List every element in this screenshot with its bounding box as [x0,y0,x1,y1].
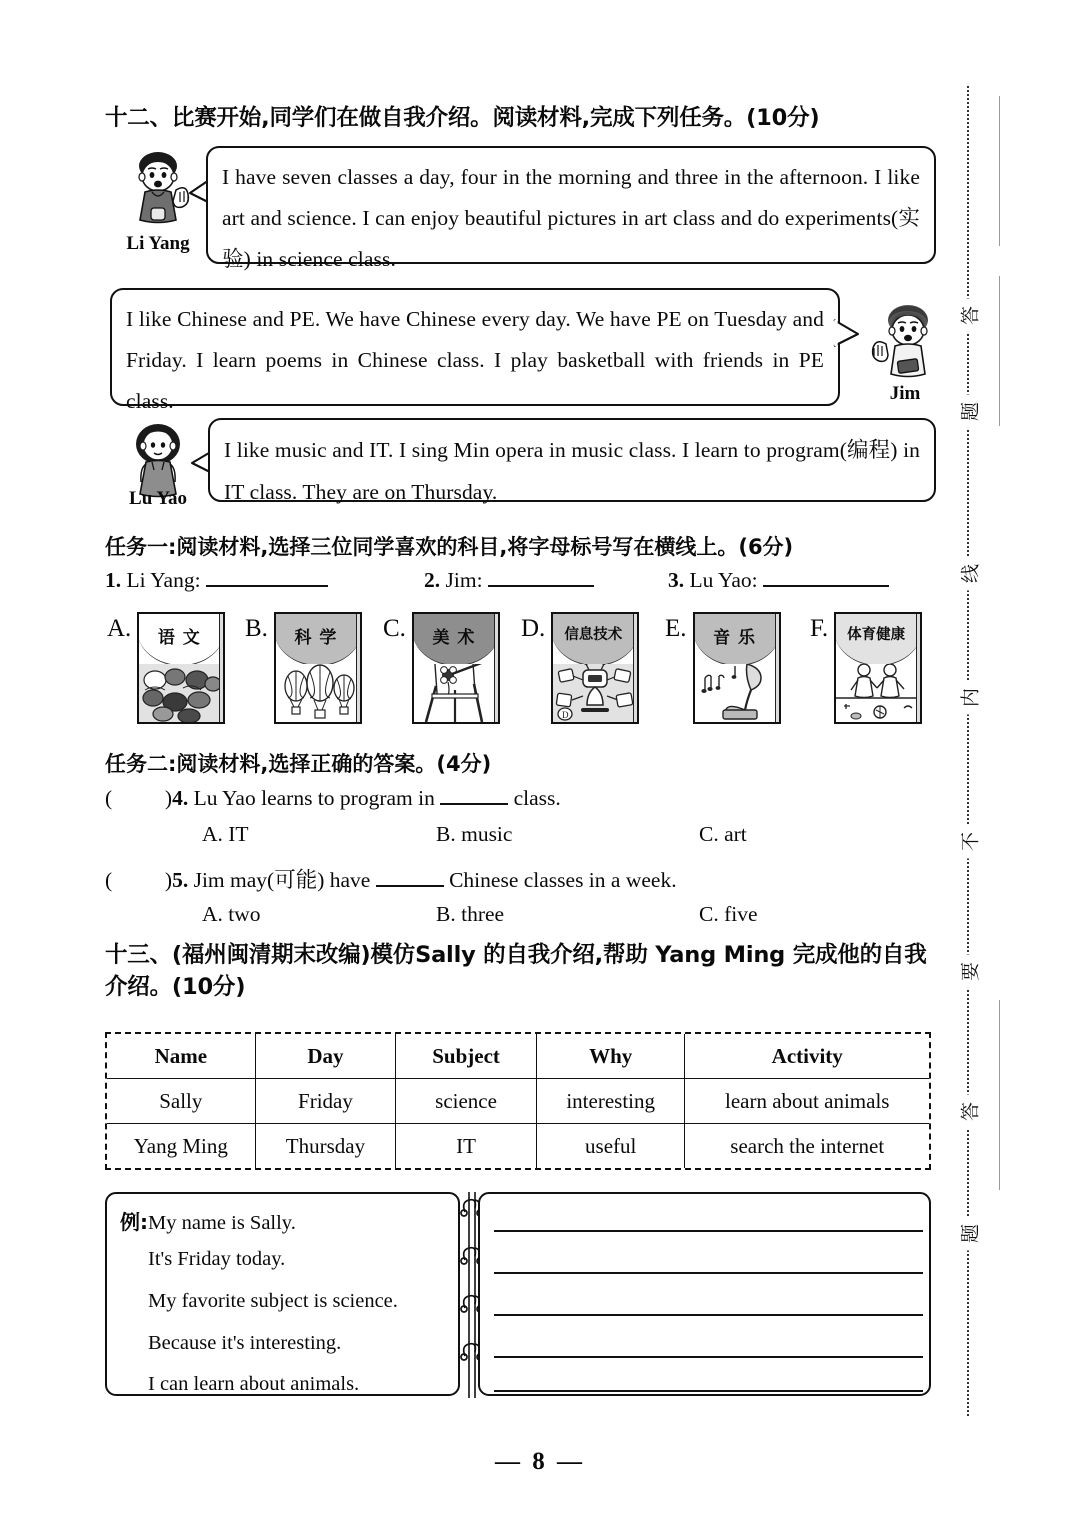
example-line-2: My favorite subject is science. [148,1290,398,1312]
book-letter-b: B. [245,615,268,642]
book-title-f: 体育健康 [847,627,906,643]
bubble-tail-jim [832,318,862,358]
task1-name-1: Li Yang: [126,568,201,592]
mc-blank-5[interactable] [376,865,444,887]
cell-sally-subject: science [396,1079,537,1124]
task1-blank-li-yang[interactable] [105,565,328,593]
book-cover-tiyujiankang [834,612,922,724]
book-spine-d [633,612,639,724]
task1-line-1[interactable] [206,565,328,587]
mc-bracket-open-5: ( [105,868,113,892]
book-cover-xinxijishu [551,612,639,724]
cell-yangming-subject: IT [396,1124,537,1169]
cell-yangming-name: Yang Ming [107,1124,255,1169]
mc-bracket-close-5: ) [164,868,173,892]
book-option-a[interactable] [107,612,225,724]
mc-num-5: 5. [172,868,189,892]
cell-sally-activity: learn about animals [685,1079,929,1124]
table-header-day: Day [255,1034,396,1079]
task1-line-3[interactable] [763,565,889,587]
book-art-children-playing [836,664,916,722]
answer-notebook-page[interactable] [478,1192,931,1396]
answer-writing-line[interactable] [494,1230,923,1232]
mc-option-4-a[interactable]: A. IT [202,822,249,846]
table-header-subject: Subject [396,1034,537,1079]
book-option-c[interactable] [383,612,500,724]
book-title-d: 信息技术 [564,627,623,643]
book-letter-d: D. [521,615,546,642]
task1-name-2: Jim: [445,568,483,592]
table-header-name: Name [107,1034,255,1079]
binding-tick-mark [999,276,1000,426]
task1-num-2: 2. [424,568,441,592]
binding-char-0: 答 [956,299,983,333]
cell-sally-why: interesting [536,1079,685,1124]
mc-bracket-open-4: ( [105,786,113,810]
binding-char-1: 题 [956,395,983,429]
book-cover-kexue [274,612,362,724]
book-cover-meishu [412,612,500,724]
task1-blank-lu-yao[interactable] [668,565,889,593]
mc-option-5-c[interactable]: C. five [699,902,758,926]
book-cover-yuwen [137,612,225,724]
speech-bubble-jim [110,288,840,413]
example-line-3: Because it's interesting. [148,1332,342,1354]
task-2-label: 任务二:阅读材料,选择正确的答案。(4分) [105,752,492,776]
binding-char-2: 线 [956,557,983,591]
mc-option-4-b[interactable]: B. music [436,822,513,846]
book-option-e[interactable] [665,612,781,724]
answer-writing-line[interactable] [494,1356,923,1358]
mc-bracket-close-4: ) [164,786,173,810]
mc-question-5 [105,863,677,894]
binding-char-3: 内 [956,681,983,715]
section-12-heading: 十二、比赛开始,同学们在做自我介绍。阅读材料,完成下列任务。(10分) [105,105,820,131]
section-13-heading: 十三、(福州闽清期末改编)模仿Sally 的自我介绍,帮助 Yang Ming 完成他的自我介绍。(10分) [105,942,927,1000]
mc-option-5-b[interactable]: B. three [436,902,505,926]
binding-tick-mark [999,96,1000,246]
avatar-label-lu-yao: Lu Yao [129,488,187,509]
table-header-activity: Activity [685,1034,929,1079]
book-option-b[interactable] [245,612,362,724]
binding-char-6: 答 [956,1095,983,1129]
self-intro-table [105,1032,931,1170]
book-letter-c: C. [383,615,406,642]
example-text-0: My name is Sally. [148,1212,296,1234]
book-cover-yinyue [693,612,781,724]
task1-blank-jim[interactable] [424,565,594,593]
speech-text-jim: I like Chinese and PE. We have Chinese every day. We have PE on Tuesday and Friday. I learn poems in Chinese class. I play basketball with friends in PE class. [126,307,824,413]
answer-writing-line[interactable] [494,1390,923,1392]
book-title-a: 语 文 [157,628,201,648]
speech-text-lu-yao: I like music and IT. I sing Min opera in music class. I learn to program(编程) in IT class. They are on Thursday. [224,438,920,504]
table-row [107,1124,929,1169]
speech-bubble-lu-yao [208,418,936,502]
book-letter-f: F. [810,615,829,642]
book-option-f[interactable] [810,612,922,724]
task1-line-2[interactable] [488,565,594,587]
book-spine-a [219,612,225,724]
cell-yangming-why: useful [536,1124,685,1169]
svg-text:D: D [562,710,569,720]
avatar-label-jim: Jim [889,383,921,404]
book-letter-a: A. [107,615,132,642]
task1-num-3: 3. [668,568,685,592]
book-title-b: 科 学 [294,628,338,648]
answer-writing-line[interactable] [494,1314,923,1316]
cell-yangming-day: Thursday [255,1124,396,1169]
mc-stem-before-5: Jim may(可能) have [193,868,371,892]
speech-bubble-li-yang [206,146,936,271]
book-spine-e [775,612,781,724]
mc-stem-after-4: class. [513,786,561,810]
book-art-vegetables [139,664,219,722]
mc-num-4: 4. [172,786,189,810]
mc-option-4-c[interactable]: C. art [699,822,747,846]
binding-char-4: 不 [956,825,983,859]
mc-stem-before-4: Lu Yao learns to program in [193,786,435,810]
task1-num-1: 1. [105,568,122,592]
table-row [107,1079,929,1124]
example-line-4: I can learn about animals. [148,1373,360,1395]
book-letter-e: E. [665,615,687,642]
book-spine-f [916,612,922,724]
avatar-jim [860,300,950,390]
speech-text-li-yang: I have seven classes a day, four in the morning and three in the afternoon. I like art and science. I can enjoy beautiful pictures in art class and do experiments(实验) in science class. [222,165,920,271]
task1-name-3: Lu Yao: [689,568,758,592]
mc-stem-after-5: Chinese classes in a week. [449,868,677,892]
book-option-d[interactable] [521,612,639,724]
book-art-robot-devices [553,664,633,722]
table-header-row [107,1034,929,1079]
table-header-why: Why [536,1034,685,1079]
book-title-c: 美 术 [432,628,476,648]
mc-option-5-a[interactable]: A. two [202,902,261,926]
binding-char-5: 要 [956,955,983,989]
example-line-1: It's Friday today. [148,1248,286,1270]
book-spine-b [356,612,362,724]
task-1-label: 任务一:阅读材料,选择三位同学喜欢的科目,将字母标号写在横线上。(6分) [105,535,794,559]
answer-writing-line[interactable] [494,1272,923,1274]
mc-blank-4[interactable] [440,783,508,805]
book-art-hot-air-balloons [276,664,356,722]
book-art-gramophone-notes [695,664,775,722]
book-spine-c [494,612,500,724]
example-label: 例: [120,1210,148,1234]
example-line-0 [120,1206,296,1235]
binding-char-7: 题 [956,1217,983,1251]
cell-sally-day: Friday [255,1079,396,1124]
binding-tick-mark [999,1000,1000,1190]
cell-yangming-activity: search the internet [685,1124,929,1169]
avatar-label-li-yang: Li Yang [126,233,190,254]
book-art-easel-painting [414,664,494,722]
mc-question-4 [105,783,561,811]
cell-sally-name: Sally [107,1079,255,1124]
book-title-e: 音 乐 [713,628,756,648]
page-number: — 8 — [495,1448,585,1475]
